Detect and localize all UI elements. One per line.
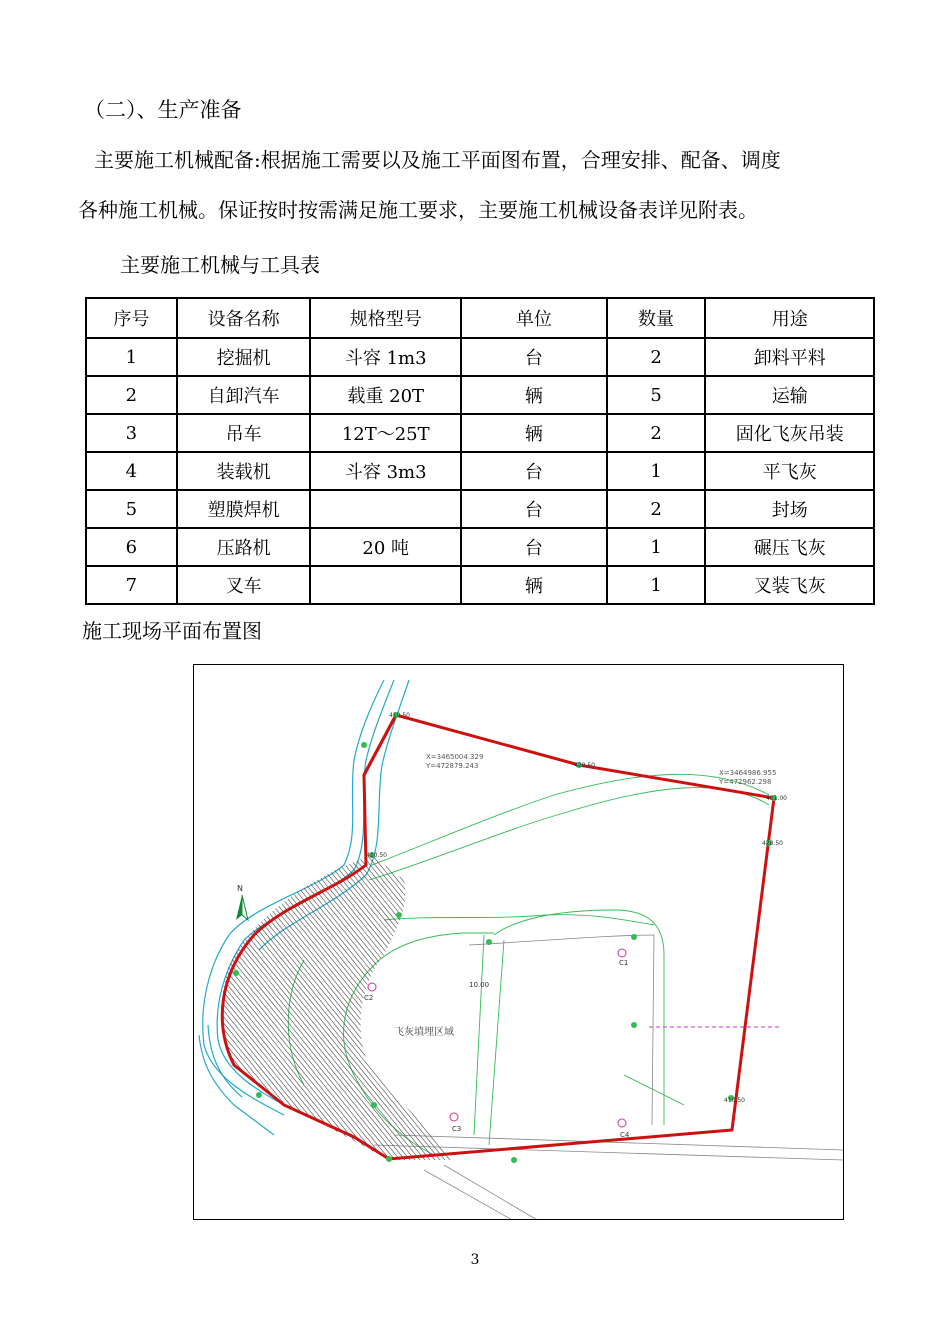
point-label: C2 bbox=[364, 994, 374, 1002]
hatch-line bbox=[194, 845, 199, 1165]
hatch-line bbox=[439, 845, 699, 1165]
coord-b-y: Y=472962.298 bbox=[719, 778, 772, 786]
hatch-line bbox=[194, 845, 309, 1165]
hatch-line bbox=[219, 845, 479, 1165]
hatch-line bbox=[194, 845, 349, 1165]
hatch-line bbox=[199, 845, 462, 1165]
hatch-line bbox=[259, 845, 519, 1165]
header-cell: 数量 bbox=[607, 298, 706, 338]
table-cell bbox=[310, 490, 461, 528]
hatch-line bbox=[194, 845, 319, 1165]
elevation-label: 421.00 bbox=[766, 795, 787, 802]
hatch-line bbox=[359, 845, 619, 1165]
coord-b-x: X=3464986.955 bbox=[719, 769, 777, 777]
hatch-line bbox=[314, 845, 574, 1165]
hatch-line bbox=[379, 845, 639, 1165]
north-arrow-icon bbox=[236, 895, 248, 920]
hatch-line bbox=[294, 845, 554, 1165]
table-cell: 平飞灰 bbox=[705, 452, 874, 490]
hatch-line bbox=[264, 845, 524, 1165]
table-title: 主要施工机械与工具表 bbox=[120, 253, 320, 277]
hatch-line bbox=[194, 845, 454, 1165]
hatch-line bbox=[194, 845, 299, 1165]
hatch-line bbox=[194, 845, 269, 1165]
table-cell: 封场 bbox=[705, 490, 874, 528]
header-cell: 序号 bbox=[86, 298, 177, 338]
hatch-line bbox=[194, 845, 204, 1165]
table-row bbox=[86, 376, 874, 414]
hatch-line bbox=[349, 845, 609, 1165]
table-cell: 1 bbox=[86, 338, 177, 376]
hatch-line bbox=[329, 845, 589, 1165]
elevation-label: 410.50 bbox=[724, 1097, 745, 1104]
table-cell: 1 bbox=[607, 452, 706, 490]
table-cell: 5 bbox=[86, 490, 177, 528]
table-header-row bbox=[86, 298, 874, 338]
hatch-line bbox=[194, 845, 289, 1165]
table-cell: 塑膜焊机 bbox=[177, 490, 311, 528]
table-cell: 6 bbox=[86, 528, 177, 566]
table-cell: 2 bbox=[607, 490, 706, 528]
paragraph-line-1: 主要施工机械配备:根据施工需要以及施工平面图布置，合理安排、配备、调度 bbox=[94, 148, 781, 172]
paragraph-line-2: 各种施工机械。保证按时按需满足施工要求，主要施工机械设备表详见附表。 bbox=[78, 198, 758, 222]
hatch-line bbox=[249, 845, 509, 1165]
hatch-line bbox=[489, 845, 749, 1165]
table-cell: 12T～25T bbox=[310, 414, 461, 452]
table-row bbox=[86, 566, 874, 604]
table-cell: 挖掘机 bbox=[177, 338, 311, 376]
hatch-line bbox=[284, 845, 544, 1165]
coord-a-x: X=3465004.329 bbox=[426, 753, 484, 761]
hatch-line bbox=[299, 845, 559, 1165]
hatch-line bbox=[429, 845, 689, 1165]
table-cell: 台 bbox=[461, 452, 607, 490]
header-cell: 用途 bbox=[705, 298, 874, 338]
hatch-line bbox=[289, 845, 549, 1165]
hatch-line bbox=[224, 845, 484, 1165]
hatch-line bbox=[414, 845, 674, 1165]
table-cell: 4 bbox=[86, 452, 177, 490]
hatch-line bbox=[194, 845, 234, 1165]
elevation-label: 420.50 bbox=[574, 762, 595, 769]
table-cell: 2 bbox=[607, 414, 706, 452]
elevation-label: 420.50 bbox=[762, 840, 783, 847]
point-label: C1 bbox=[619, 959, 629, 967]
table-cell: 台 bbox=[461, 490, 607, 528]
table-cell: 运输 bbox=[705, 376, 874, 414]
hatch-line bbox=[479, 845, 739, 1165]
hatch-line bbox=[194, 845, 209, 1165]
equipment-table bbox=[85, 297, 875, 605]
hatch-line bbox=[424, 845, 684, 1165]
hatch-line bbox=[324, 845, 584, 1165]
hatch-line bbox=[239, 845, 499, 1165]
table-cell: 碾压飞灰 bbox=[705, 528, 874, 566]
hatch-line bbox=[444, 845, 704, 1165]
table-cell: 辆 bbox=[461, 566, 607, 604]
table-cell: 2 bbox=[607, 338, 706, 376]
hatch-line bbox=[354, 845, 614, 1165]
table-cell: 1 bbox=[607, 566, 706, 604]
header-cell: 单位 bbox=[461, 298, 607, 338]
hatch-line bbox=[194, 845, 279, 1165]
table-cell: 装载机 bbox=[177, 452, 311, 490]
table-cell: 自卸汽车 bbox=[177, 376, 311, 414]
hatch-line bbox=[339, 845, 599, 1165]
hatch-line bbox=[234, 845, 494, 1165]
hatch-line bbox=[204, 845, 464, 1165]
table-cell: 斗容 1m3 bbox=[310, 338, 461, 376]
hatch-line bbox=[469, 845, 729, 1165]
hatch-line bbox=[194, 845, 244, 1165]
elevation-label: 410.50 bbox=[366, 852, 387, 859]
coord-a-y: Y=472879.243 bbox=[426, 762, 479, 770]
hatch-line bbox=[364, 845, 624, 1165]
hatch-line bbox=[209, 845, 469, 1165]
hatch-line bbox=[374, 845, 634, 1165]
table-cell: 叉装飞灰 bbox=[705, 566, 874, 604]
point-label: C3 bbox=[452, 1125, 462, 1133]
hatch-line bbox=[304, 845, 564, 1165]
hatch-line bbox=[454, 845, 714, 1165]
hatch-line bbox=[404, 845, 664, 1165]
boundary-segment bbox=[364, 715, 396, 775]
hatch-line bbox=[334, 845, 594, 1165]
header-cell: 设备名称 bbox=[177, 298, 311, 338]
table-cell: 2 bbox=[86, 376, 177, 414]
hatch-line bbox=[449, 845, 709, 1165]
table-cell: 辆 bbox=[461, 376, 607, 414]
table-cell: 辆 bbox=[461, 414, 607, 452]
table-cell bbox=[310, 566, 461, 604]
table-cell: 载重 20T bbox=[310, 376, 461, 414]
table-cell: 吊车 bbox=[177, 414, 311, 452]
contour-lines bbox=[288, 774, 772, 1155]
section-heading: （二）、生产准备 bbox=[84, 98, 242, 122]
hatch-line bbox=[194, 845, 239, 1165]
table-cell: 叉车 bbox=[177, 566, 311, 604]
hatch-line bbox=[434, 845, 694, 1165]
table-cell: 固化飞灰吊装 bbox=[705, 414, 874, 452]
table-cell: 压路机 bbox=[177, 528, 311, 566]
hatch-line bbox=[459, 845, 719, 1165]
hatch-line bbox=[484, 845, 744, 1165]
hatch-line bbox=[319, 845, 579, 1165]
hatch-line bbox=[384, 845, 644, 1165]
hatch-line bbox=[409, 845, 669, 1165]
table-cell: 5 bbox=[607, 376, 706, 414]
hatch-line bbox=[474, 845, 734, 1165]
north-label: N bbox=[237, 884, 243, 893]
hatch-line bbox=[399, 845, 659, 1165]
slope-hatch bbox=[194, 845, 749, 1165]
site-plan-drawing bbox=[193, 664, 844, 1220]
elevation-label: 410.50 bbox=[389, 712, 410, 719]
vertex-markers bbox=[233, 712, 777, 1163]
hatch-line bbox=[244, 845, 504, 1165]
table-cell: 台 bbox=[461, 338, 607, 376]
hatch-line bbox=[194, 845, 224, 1165]
header-cell: 规格型号 bbox=[310, 298, 461, 338]
table-row bbox=[86, 528, 874, 566]
hatch-line bbox=[394, 845, 654, 1165]
hatch-line bbox=[389, 845, 649, 1165]
point-label: C4 bbox=[620, 1131, 630, 1139]
table-row bbox=[86, 452, 874, 490]
grade-label: 10.00 bbox=[469, 981, 490, 989]
hatch-line bbox=[194, 845, 219, 1165]
page-number: 3 bbox=[470, 1252, 480, 1268]
table-cell: 1 bbox=[607, 528, 706, 566]
hatch-line bbox=[464, 845, 724, 1165]
table-cell: 20 吨 bbox=[310, 528, 461, 566]
table-cell: 7 bbox=[86, 566, 177, 604]
table-cell: 台 bbox=[461, 528, 607, 566]
road-lines bbox=[374, 935, 844, 1220]
table-row bbox=[86, 414, 874, 452]
table-cell: 卸料平料 bbox=[705, 338, 874, 376]
hatch-line bbox=[194, 845, 409, 1165]
table-cell: 斗容 3m3 bbox=[310, 452, 461, 490]
area-label: 飞灰填埋区域 bbox=[394, 1027, 454, 1038]
figure-title: 施工现场平面布置图 bbox=[82, 619, 262, 643]
table-row bbox=[86, 490, 874, 528]
table-cell: 3 bbox=[86, 414, 177, 452]
site-plan-svg bbox=[194, 665, 844, 1220]
table-row bbox=[86, 338, 874, 376]
